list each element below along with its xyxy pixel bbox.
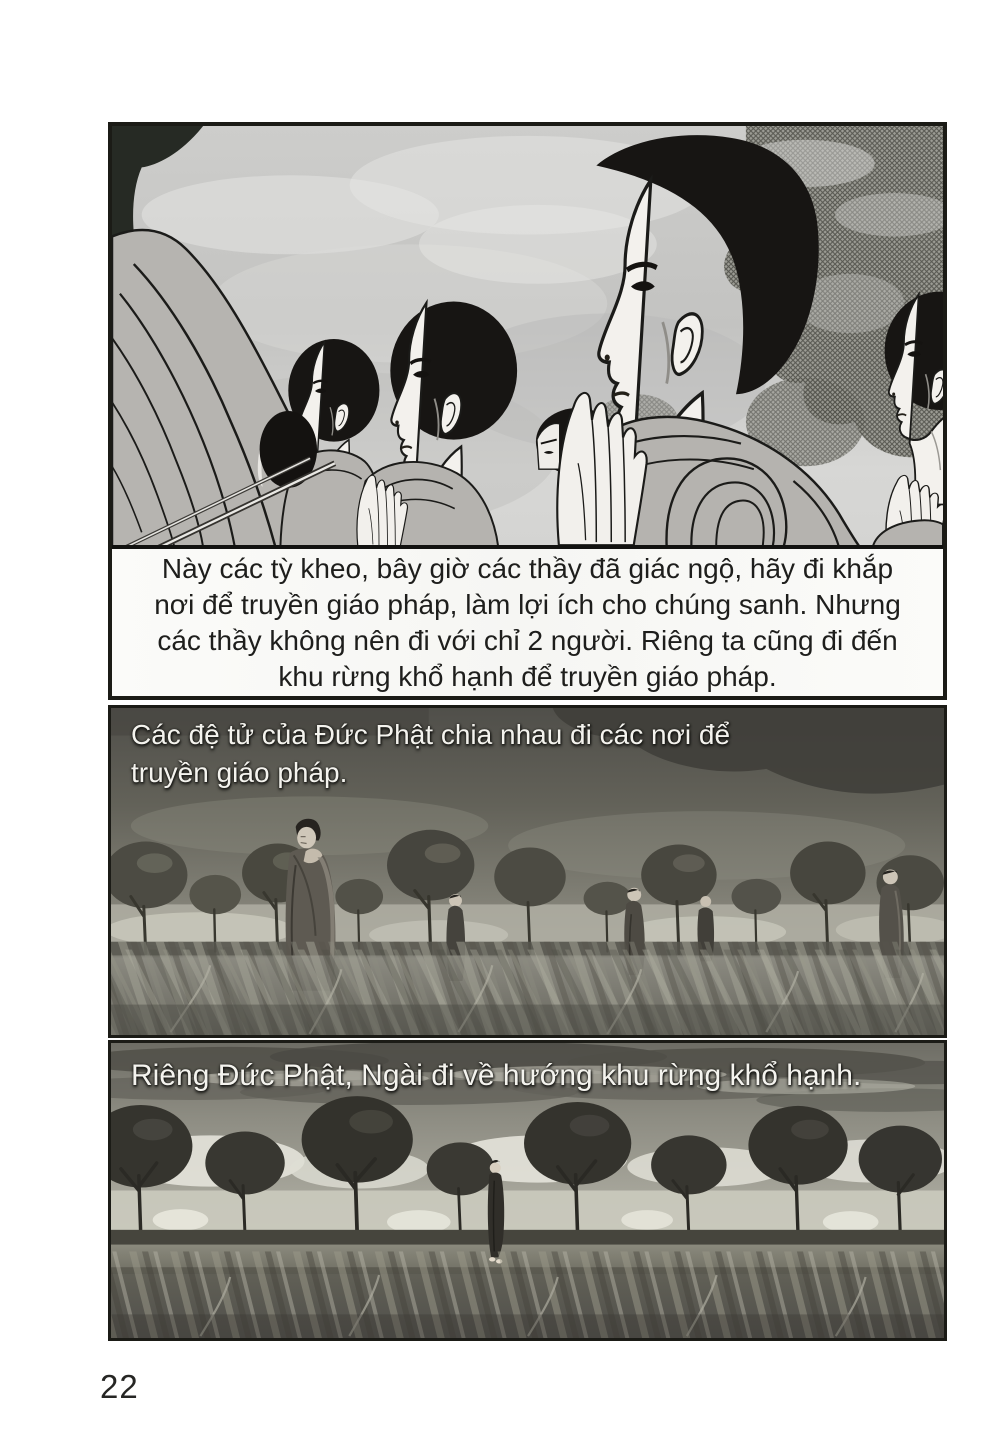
foreground-grass [111,1251,944,1338]
caption-line: truyền giáo pháp. [131,757,348,788]
caption-line: Riêng Đức Phật, Ngài đi về hướng khu rừng khổ hạnh. [131,1059,862,1092]
foreground-grass [111,942,944,1035]
caption-line: Các đệ tử của Đức Phật chia nhau đi các nơi để [131,719,731,750]
panel-3 [108,1040,947,1341]
caption-line: nơi để truyền giáo pháp, làm lợi ích cho chúng sanh. Nhưng [154,588,901,620]
caption-box [112,545,943,696]
panel-2 [108,705,947,1038]
page-number: 22 [100,1368,139,1405]
caption-line: khu rừng khổ hạnh để truyền giáo pháp. [278,660,777,692]
panel-1 [108,122,947,700]
caption-overlay [131,716,730,792]
caption-line: Này các tỳ kheo, bây giờ các thầy đã giác ngộ, hãy đi khắp [161,552,894,584]
caption-overlay [131,1057,861,1095]
caption-line: các thầy không nên đi với chỉ 2 người. Riêng ta cũng đi đến [157,624,898,656]
